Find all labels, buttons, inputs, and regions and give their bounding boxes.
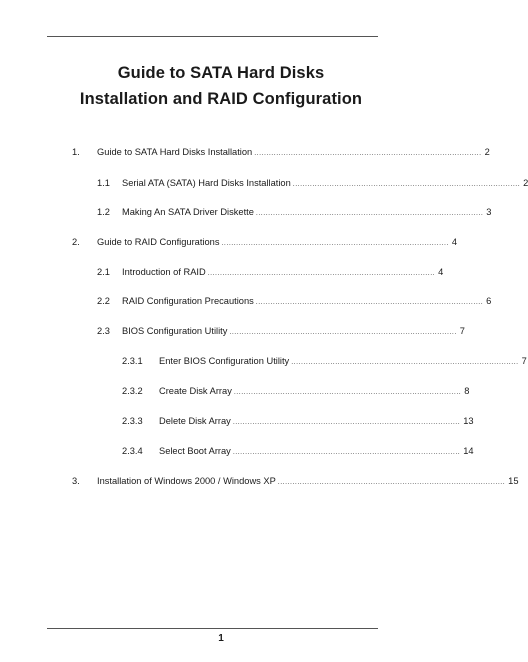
toc-leader-dots: ............................................................................................. (277, 479, 506, 486)
toc-leader-dots: ............................................................................................. (207, 270, 436, 277)
toc-entry-number: 2.3.3 (122, 416, 143, 426)
document-title-line-2: Installation and RAID Configuration (79, 90, 363, 108)
toc-entry[interactable] (122, 414, 474, 428)
toc-entry-label: Enter BIOS Configuration Utility (159, 356, 290, 366)
toc-leader-dots: ............................................................................................. (291, 359, 519, 366)
toc-entry-page: 2 (523, 178, 528, 188)
toc-entry-label: Guide to SATA Hard Disks Installation (97, 147, 253, 157)
toc-entry-number: 2.3 (97, 326, 110, 336)
toc-entry-label: Select Boot Array (159, 446, 231, 456)
toc-entry-page: 15 (508, 476, 519, 486)
toc-entry-number: 2.3.2 (122, 386, 143, 396)
toc-entry-label: Serial ATA (SATA) Hard Disks Installation (122, 178, 291, 188)
toc-entry-label: Making An SATA Driver Diskette (122, 207, 254, 217)
toc-entry-page: 2 (484, 147, 490, 157)
toc-leader-dots: ............................................................................................. (233, 389, 462, 396)
page-number: 1 (218, 633, 224, 644)
toc-entry-page: 14 (463, 446, 474, 456)
toc-entry-label: Introduction of RAID (122, 267, 206, 277)
toc-entry-page: 6 (486, 296, 492, 306)
toc-leader-dots: ............................................................................................. (254, 150, 482, 157)
toc-entry-page: 3 (486, 207, 492, 217)
toc-entry-page: 7 (459, 326, 465, 336)
toc-leader-dots: ............................................................................................. (255, 299, 484, 306)
toc-entry-page: 8 (464, 386, 470, 396)
toc-entry-number: 1.1 (97, 178, 110, 188)
toc-entry-label: Guide to RAID Configurations (97, 237, 220, 247)
toc-entry-label: Installation of Windows 2000 / Windows XP (97, 476, 276, 486)
toc-entry[interactable] (72, 474, 519, 488)
toc-entry-page: 4 (451, 237, 458, 247)
toc-entry-number: 1.2 (97, 207, 110, 217)
toc-entry[interactable] (122, 384, 470, 398)
toc-entry[interactable] (122, 354, 527, 368)
toc-entry[interactable] (97, 205, 492, 219)
toc-entry[interactable] (97, 265, 444, 279)
toc-entry-label: Create Disk Array (159, 386, 232, 396)
document-title-line-1: Guide to SATA Hard Disks (117, 64, 325, 82)
toc-entry-number: 3. (72, 476, 80, 486)
toc-entry[interactable] (72, 235, 458, 249)
toc-leader-dots: ............................................................................................. (221, 240, 449, 247)
toc-entry-label: BIOS Configuration Utility (122, 326, 228, 336)
toc-entry[interactable] (97, 324, 465, 338)
toc-entry-number: 1. (72, 147, 80, 157)
toc-entry[interactable] (122, 444, 474, 458)
toc-leader-dots: ............................................................................................. (232, 449, 461, 456)
toc-entry-number: 2.3.4 (122, 446, 143, 456)
toc-entry-page: 13 (463, 416, 474, 426)
toc-entry-page: 7 (521, 356, 527, 366)
toc-leader-dots: ............................................................................................. (255, 210, 484, 217)
toc-entry-number: 2.1 (97, 267, 110, 277)
toc-entry-page: 4 (438, 267, 444, 277)
toc-entry[interactable] (97, 176, 528, 190)
toc-leader-dots: ............................................................................................. (232, 419, 461, 426)
toc-entry-number: 2.2 (97, 296, 110, 306)
toc-leader-dots: ............................................................................................. (229, 329, 457, 336)
toc-entry[interactable] (97, 294, 492, 308)
toc-entry-label: Delete Disk Array (159, 416, 231, 426)
toc-entry-number: 2. (72, 237, 80, 247)
toc-leader-dots: ............................................................................................. (292, 181, 521, 188)
toc-entry-number: 2.3.1 (122, 356, 143, 366)
toc-entry[interactable] (72, 145, 490, 159)
footer-rule (47, 628, 378, 629)
toc-entry-label: RAID Configuration Precautions (122, 296, 254, 306)
